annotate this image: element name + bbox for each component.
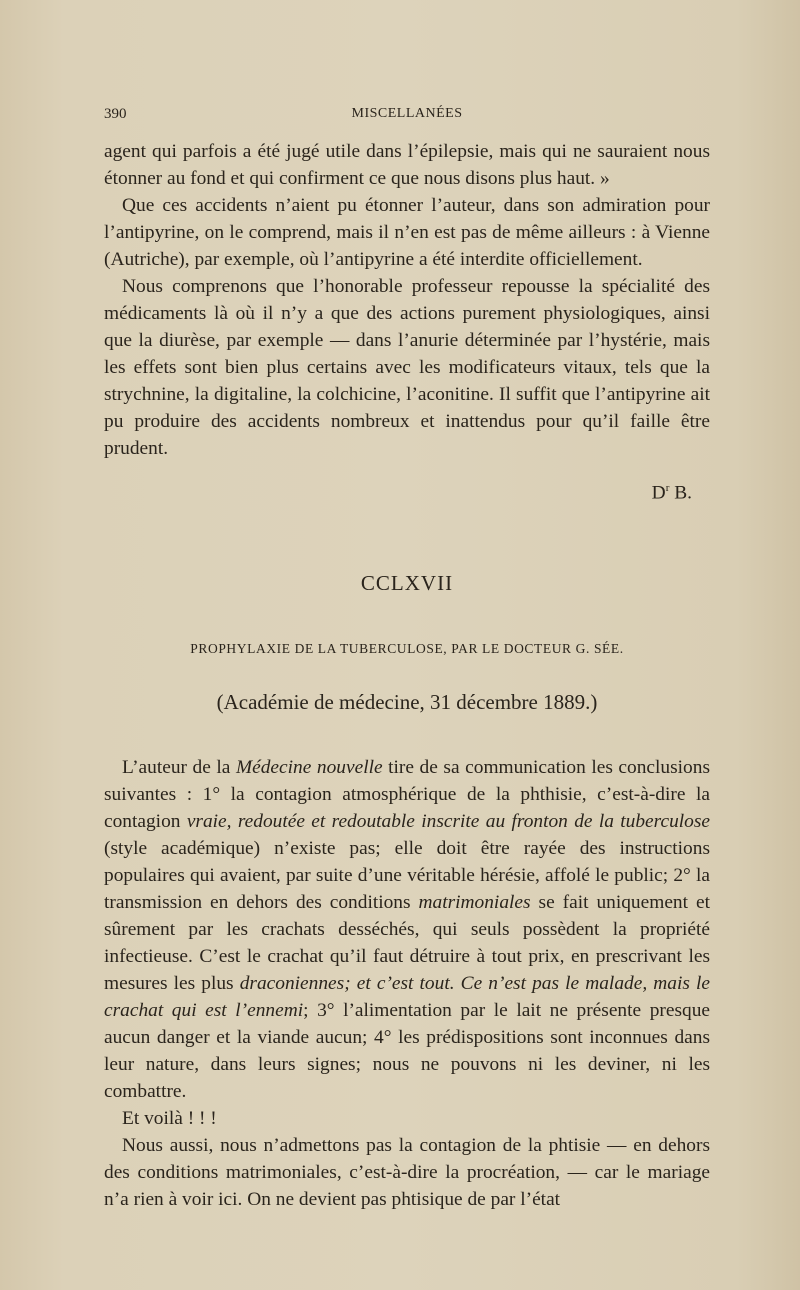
text-run: L’auteur de la (122, 757, 236, 778)
italic-run: vraie, redoutée et redoutable inscrite au fronton de la tuberculose (186, 811, 711, 832)
signature-superscript: r (665, 482, 670, 494)
paragraph-article-3: Nous aussi, nous n’admettons pas la contagion de la phtisie — en dehors des conditions matrimoniales, c’est-à-dire la procréation, — car le mariage n’a rien à voir ici. On ne devient pas phtisique de par l’état (104, 1135, 710, 1210)
article-source: (Académie de médecine, 31 décembre 1889.) (216, 690, 598, 714)
text-run: tire de sa communication les conclusions suivantes : 1° la contagion atmosphérique de la phthisie, c’est-à-dire la contagion (104, 757, 710, 832)
chapter-number: CCLXVII (360, 571, 454, 595)
text-run: se fait uniquement et sûrement par les crachats desséchés, qui seuls possèdent la propriété infectieuse. C’est le crachat qu’il faut détruire à tout prix, en prescrivant les mesures les plus (104, 892, 710, 994)
italic-run: draconiennes; et c’est tout. Ce n’est pas le malade, mais le crachat qui est l’ennemi (104, 973, 710, 1021)
signature-name: B. (669, 482, 692, 504)
text-block-article (104, 754, 710, 1213)
text-run: (style académique) n’existe pas; elle doit être rayée des instructions populaires qui avaient, par suite d’une véritable hérésie, affolé le public; 2° la transmission en dehors des conditions (104, 838, 710, 913)
text-run: ; 3° l’alimentation par le lait ne présente presque aucun danger et la viande aucun; 4° les prédispositions sont inconnues dans leur nature, dans leurs signes; nous ne pouvons ni les deviner, ni les combattre. (104, 1000, 710, 1102)
page-header (104, 106, 710, 128)
paragraph-1: agent qui parfois a été jugé utile dans l’épilepsie, mais qui ne sauraient nous étonner au fond et qui confirment ce que nous disons plus haut. » (104, 141, 710, 189)
signature-prefix: D (651, 482, 666, 504)
text-block-continuation (104, 138, 710, 462)
paragraph-3: Nous comprenons que l’honorable professeur repousse la spécialité des médicaments là où il n’y a que des actions purement physiologiques, ainsi que la diurèse, par exemple — dans l’anurie déterminée par l’hystérie, mais les effets sont bien plus certains avec les modificateurs vitaux, tels que la strychnine, la digitaline, la colchicine, l’aconitine. Il suffit que l’antipyrine ait pu produire des accidents nombreux et inattendus pour qu’il faille être prudent. (104, 276, 710, 459)
paragraph-article-1 (104, 754, 710, 1105)
italic-run: Médecine nouvelle (235, 757, 383, 778)
running-title: MISCELLANÉES (351, 106, 463, 121)
article-title: PROPHYLAXIE DE LA TUBERCULOSE, PAR LE DOCTEUR G. SÉE. (190, 641, 624, 656)
paragraph-article-2: Et voilà ! ! ! (122, 1108, 217, 1129)
italic-run: matrimoniales (418, 892, 531, 913)
signature (652, 482, 692, 504)
page-number: 390 (104, 106, 127, 122)
paragraph-2: Que ces accidents n’aient pu étonner l’auteur, dans son admiration pour l’antipyrine, on le comprend, mais il n’en est pas de même ailleurs : à Vienne (Autriche), par exemple, où l’antipyrine a été interdite officiellement. (104, 195, 710, 270)
